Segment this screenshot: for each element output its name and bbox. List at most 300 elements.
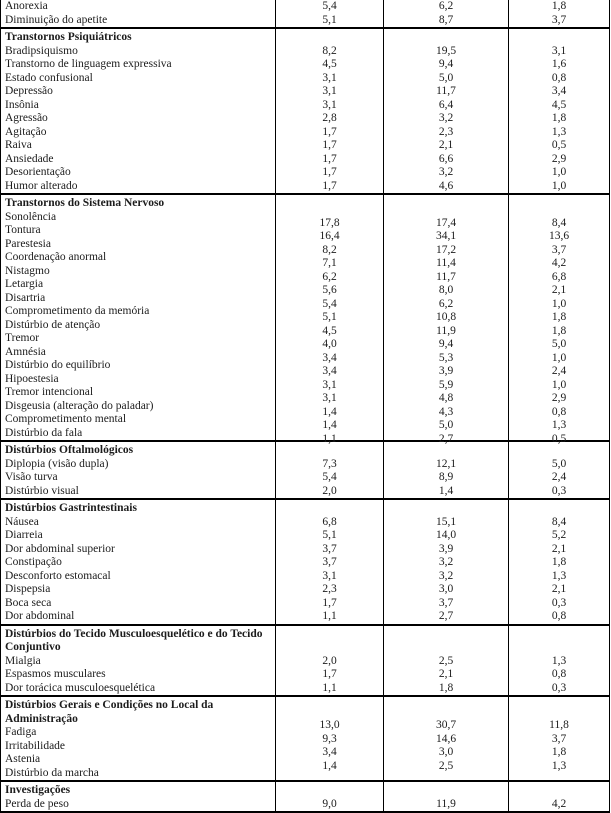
empty-value-cell bbox=[384, 194, 509, 211]
row-label: Diarreia bbox=[5, 529, 43, 541]
value-text: 2,5 bbox=[438, 654, 454, 667]
value-text: 3,4 bbox=[551, 85, 567, 97]
section-header-row bbox=[1, 194, 610, 211]
value-text: 2,8 bbox=[322, 112, 337, 124]
row-label: Coordenação anormal bbox=[5, 251, 107, 263]
value-cell bbox=[509, 529, 610, 543]
value-cell bbox=[384, 458, 509, 472]
value-cell bbox=[509, 112, 610, 126]
value-cell bbox=[276, 166, 384, 180]
table-row bbox=[1, 610, 610, 625]
value-text: 2,0 bbox=[322, 484, 337, 497]
value-text: 10,8 bbox=[435, 311, 457, 323]
value-text: 5,0 bbox=[551, 338, 567, 350]
table-row bbox=[1, 767, 610, 782]
value-text: 8,0 bbox=[438, 284, 454, 296]
row-label: Disartria bbox=[5, 291, 46, 304]
value-cell bbox=[509, 0, 610, 14]
value-text: 3,1 bbox=[322, 569, 337, 582]
value-text: 2,1 bbox=[551, 542, 567, 555]
row-label: Perda de peso bbox=[5, 797, 69, 810]
row-label: Depressão bbox=[5, 85, 53, 97]
value-text: 8,9 bbox=[438, 471, 454, 483]
section-header: Distúrbios Oftalmológicos bbox=[1, 441, 276, 458]
table-row bbox=[1, 529, 610, 543]
value-cell bbox=[509, 485, 610, 500]
value-cell bbox=[276, 45, 384, 59]
value-text: 1,8 bbox=[551, 112, 567, 124]
value-text: 4,6 bbox=[438, 179, 454, 192]
value-cell bbox=[509, 682, 610, 697]
value-text: 12,1 bbox=[435, 457, 457, 470]
section-header-row bbox=[1, 781, 610, 798]
table-row bbox=[1, 400, 610, 414]
row-label: Fadiga bbox=[5, 726, 37, 738]
table-row bbox=[1, 265, 610, 279]
value-text: 2,0 bbox=[322, 654, 337, 667]
value-text: 2,1 bbox=[438, 139, 454, 151]
value-text: 3,2 bbox=[438, 112, 454, 124]
value-text: 19,5 bbox=[435, 44, 457, 57]
empty-value-cell bbox=[509, 499, 610, 516]
value-cell bbox=[509, 759, 610, 782]
value-text: 17,4 bbox=[435, 216, 457, 229]
value-text: 4,2 bbox=[551, 797, 567, 810]
section-header: Investigações bbox=[1, 781, 276, 798]
value-text: 6,2 bbox=[438, 297, 454, 310]
value-text: 3,0 bbox=[438, 746, 454, 758]
row-label: Amnésia bbox=[5, 345, 46, 358]
value-text: 1,6 bbox=[551, 58, 567, 70]
row-label: Agressão bbox=[5, 112, 48, 124]
row-label: Espasmos musculares bbox=[5, 668, 106, 680]
value-cell bbox=[509, 139, 610, 153]
value-text: 5,9 bbox=[438, 378, 454, 391]
section-header: Transtornos do Sistema Nervoso bbox=[1, 194, 276, 211]
value-text: 2,3 bbox=[322, 583, 337, 595]
value-cell bbox=[509, 211, 610, 229]
value-text: 4,5 bbox=[322, 58, 337, 70]
value-cell bbox=[509, 597, 610, 611]
value-cell bbox=[276, 543, 384, 557]
value-text: 2,1 bbox=[551, 583, 567, 595]
row-label: Astenia bbox=[5, 753, 41, 765]
row-label: Agitação bbox=[5, 125, 47, 138]
value-text: 5,1 bbox=[322, 529, 337, 541]
value-cell bbox=[276, 610, 384, 625]
table-row bbox=[1, 726, 610, 740]
value-text: 1,8 bbox=[551, 556, 567, 568]
value-text: 8,2 bbox=[322, 44, 337, 57]
value-cell bbox=[384, 570, 509, 584]
value-text: 3,7 bbox=[322, 556, 337, 568]
value-cell bbox=[276, 583, 384, 597]
row-label: Desorientação bbox=[5, 166, 71, 178]
value-cell bbox=[276, 458, 384, 472]
value-text: 17,2 bbox=[435, 243, 457, 256]
value-text: 1,3 bbox=[551, 654, 567, 667]
value-cell bbox=[384, 99, 509, 113]
value-cell bbox=[509, 85, 610, 99]
value-text: 1,8 bbox=[551, 324, 567, 337]
row-label: Humor alterado bbox=[5, 179, 78, 192]
value-cell bbox=[276, 0, 384, 14]
value-cell bbox=[276, 668, 384, 682]
row-label: Náusea bbox=[5, 515, 39, 528]
section-header: Distúrbios Gerais e Condições no Local da Administração bbox=[1, 696, 276, 726]
value-text: 34,1 bbox=[435, 230, 457, 242]
value-text: 3,1 bbox=[322, 71, 337, 84]
row-label: Comprometimento da memória bbox=[5, 305, 150, 317]
value-cell bbox=[509, 471, 610, 485]
row-label: Tremor bbox=[5, 332, 40, 344]
value-text: 14,6 bbox=[435, 732, 457, 745]
row-label: Visão turva bbox=[5, 471, 58, 483]
section-header: Transtornos Psiquiátricos bbox=[1, 28, 276, 45]
empty-value-cell bbox=[384, 28, 509, 45]
value-text: 4,3 bbox=[438, 405, 454, 418]
value-cell bbox=[384, 543, 509, 557]
value-text: 2,4 bbox=[551, 471, 567, 483]
table-row bbox=[1, 72, 610, 86]
value-text: 3,1 bbox=[322, 98, 337, 111]
table-row bbox=[1, 373, 610, 387]
value-text: 6,8 bbox=[551, 270, 567, 283]
table-row bbox=[1, 471, 610, 485]
table-row bbox=[1, 45, 610, 59]
value-text: 6,6 bbox=[438, 152, 454, 165]
table-row bbox=[1, 753, 610, 767]
row-label: Distúrbio visual bbox=[5, 484, 79, 497]
value-text: 3,4 bbox=[322, 351, 337, 364]
row-label: Sonolência bbox=[5, 210, 57, 223]
value-text: 7,3 bbox=[322, 457, 337, 470]
row-label: Distúrbio de atenção bbox=[5, 318, 101, 331]
value-text: 4,0 bbox=[322, 338, 337, 350]
value-text: 1,7 bbox=[322, 139, 337, 151]
value-cell bbox=[509, 458, 610, 472]
value-text: 1,3 bbox=[551, 125, 567, 138]
value-cell bbox=[276, 99, 384, 113]
table-row bbox=[1, 556, 610, 570]
value-text: 1,4 bbox=[322, 405, 337, 418]
value-cell bbox=[384, 72, 509, 86]
table-row bbox=[1, 740, 610, 754]
value-cell bbox=[276, 139, 384, 153]
value-cell bbox=[384, 112, 509, 126]
value-text: 17,8 bbox=[319, 216, 340, 229]
value-cell bbox=[509, 153, 610, 167]
value-text: 1,0 bbox=[551, 166, 567, 178]
value-text: 3,9 bbox=[438, 365, 454, 377]
value-text: 1,4 bbox=[322, 419, 337, 431]
value-text: 0,8 bbox=[551, 668, 567, 680]
empty-value-cell bbox=[509, 781, 610, 798]
value-text: 1,4 bbox=[438, 484, 454, 497]
value-text: 1,3 bbox=[551, 569, 567, 582]
value-text: 1,0 bbox=[551, 179, 567, 192]
value-text: 5,6 bbox=[322, 284, 337, 296]
value-cell bbox=[509, 180, 610, 195]
value-cell bbox=[276, 126, 384, 140]
table-row bbox=[1, 798, 610, 813]
value-text: 9,4 bbox=[438, 58, 454, 70]
value-text: 8,2 bbox=[322, 243, 337, 256]
value-text: 15,1 bbox=[435, 515, 457, 528]
section-header-row bbox=[1, 696, 610, 726]
table-row bbox=[1, 346, 610, 360]
row-label: Dor abdominal bbox=[5, 610, 75, 622]
value-cell bbox=[509, 99, 610, 113]
row-label: Diminuição do apetite bbox=[5, 13, 108, 26]
value-cell bbox=[276, 759, 384, 782]
value-cell bbox=[509, 126, 610, 140]
value-text: 3,7 bbox=[438, 596, 454, 609]
value-cell bbox=[384, 45, 509, 59]
value-cell bbox=[384, 153, 509, 167]
table-row bbox=[1, 332, 610, 346]
value-cell bbox=[384, 85, 509, 99]
value-text: 1,8 bbox=[551, 0, 567, 12]
value-text: 5,2 bbox=[551, 529, 567, 541]
value-cell bbox=[276, 14, 384, 29]
table-row bbox=[1, 85, 610, 99]
table-row bbox=[1, 386, 610, 400]
value-cell bbox=[276, 72, 384, 86]
empty-value-cell bbox=[276, 781, 384, 798]
value-text: 11,9 bbox=[436, 797, 456, 810]
table-row bbox=[1, 655, 610, 669]
value-cell bbox=[509, 45, 610, 59]
value-text: 0,5 bbox=[551, 432, 567, 445]
value-cell bbox=[384, 556, 509, 570]
value-cell bbox=[276, 570, 384, 584]
value-text: 0,5 bbox=[551, 139, 567, 151]
section-header-row bbox=[1, 441, 610, 458]
table-row bbox=[1, 211, 610, 225]
value-text: 1,7 bbox=[322, 125, 337, 138]
value-cell bbox=[276, 529, 384, 543]
value-text: 1,0 bbox=[551, 351, 567, 364]
value-text: 3,2 bbox=[438, 556, 454, 568]
value-text: 1,7 bbox=[322, 152, 337, 165]
value-cell bbox=[276, 58, 384, 72]
section-header: Distúrbios do Tecido Musculoesquelético e do Tecido Conjuntivo bbox=[1, 625, 276, 655]
value-cell bbox=[276, 471, 384, 485]
value-cell bbox=[509, 583, 610, 597]
value-cell bbox=[276, 516, 384, 530]
value-text: 14,0 bbox=[435, 529, 457, 541]
value-text: 3,7 bbox=[322, 542, 337, 555]
value-text: 2,9 bbox=[551, 152, 567, 165]
empty-value-cell bbox=[276, 194, 384, 211]
value-cell bbox=[509, 655, 610, 669]
section-header: Distúrbios Gastrintestinais bbox=[1, 499, 276, 516]
table-row bbox=[1, 224, 610, 238]
empty-value-cell bbox=[509, 194, 610, 211]
row-label: Nistagmo bbox=[5, 264, 50, 277]
table-row bbox=[1, 180, 610, 195]
value-text: 3,7 bbox=[551, 732, 567, 745]
value-cell bbox=[276, 180, 384, 195]
value-text: 0,3 bbox=[551, 596, 567, 609]
value-text: 5,0 bbox=[438, 419, 454, 431]
value-text: 1,3 bbox=[551, 419, 567, 431]
empty-value-cell bbox=[276, 625, 384, 655]
value-cell bbox=[509, 798, 610, 813]
row-label: Comprometimento mental bbox=[5, 413, 127, 425]
table-row bbox=[1, 458, 610, 472]
value-cell bbox=[509, 610, 610, 625]
value-text: 13,0 bbox=[319, 719, 340, 731]
table-row bbox=[1, 251, 610, 265]
value-cell bbox=[509, 516, 610, 530]
value-cell bbox=[384, 529, 509, 543]
value-text: 3,4 bbox=[322, 746, 337, 758]
value-cell bbox=[384, 759, 509, 782]
empty-value-cell bbox=[276, 28, 384, 45]
row-label: Disgeusia (alteração do paladar) bbox=[5, 399, 154, 412]
value-text: 4,5 bbox=[322, 324, 337, 337]
value-text: 3,9 bbox=[438, 542, 454, 555]
value-cell bbox=[384, 516, 509, 530]
value-text: 3,2 bbox=[438, 166, 454, 178]
table-row bbox=[1, 153, 610, 167]
row-label: Dor torácica musculoesquelética bbox=[5, 681, 156, 694]
value-text: 5,1 bbox=[322, 13, 337, 26]
value-text: 5,0 bbox=[438, 71, 454, 84]
value-text: 2,1 bbox=[551, 284, 567, 296]
value-cell bbox=[384, 14, 509, 29]
value-cell bbox=[276, 556, 384, 570]
empty-value-cell bbox=[509, 625, 610, 655]
value-text: 1,3 bbox=[551, 759, 567, 772]
value-text: 3,4 bbox=[322, 365, 337, 377]
table-row bbox=[1, 543, 610, 557]
value-text: 11,8 bbox=[549, 719, 569, 731]
value-cell bbox=[276, 485, 384, 500]
value-text: 0,8 bbox=[551, 610, 567, 622]
table-row bbox=[1, 516, 610, 530]
value-text: 4,2 bbox=[551, 257, 567, 269]
value-text: 13,6 bbox=[548, 230, 570, 242]
value-text: 2,1 bbox=[438, 668, 454, 680]
value-text: 8,7 bbox=[438, 13, 454, 26]
row-label: Constipação bbox=[5, 556, 62, 568]
value-text: 9,4 bbox=[438, 338, 454, 350]
value-text: 11,4 bbox=[436, 257, 456, 269]
value-text: 3,1 bbox=[551, 44, 567, 57]
value-cell bbox=[276, 211, 384, 229]
value-cell bbox=[384, 0, 509, 14]
table-row bbox=[1, 427, 610, 442]
table-row bbox=[1, 668, 610, 682]
row-label: Anorexia bbox=[5, 0, 48, 12]
empty-value-cell bbox=[276, 499, 384, 516]
value-text: 0,3 bbox=[551, 681, 567, 694]
value-cell bbox=[384, 485, 509, 500]
value-cell bbox=[384, 610, 509, 625]
value-text: 3,0 bbox=[438, 583, 454, 595]
empty-value-cell bbox=[384, 625, 509, 655]
value-cell bbox=[384, 583, 509, 597]
value-cell bbox=[384, 682, 509, 697]
value-cell bbox=[276, 798, 384, 813]
value-text: 2,7 bbox=[438, 610, 454, 622]
value-text: 3,7 bbox=[551, 243, 567, 256]
value-text: 4,5 bbox=[551, 98, 567, 111]
value-cell bbox=[384, 798, 509, 813]
value-text: 11,7 bbox=[436, 85, 456, 97]
value-text: 3,1 bbox=[322, 85, 337, 97]
value-text: 0,8 bbox=[551, 405, 567, 418]
row-label: Hipoestesia bbox=[5, 372, 59, 385]
table-row bbox=[1, 485, 610, 500]
row-label: Parestesia bbox=[5, 237, 51, 250]
row-label: Tontura bbox=[5, 224, 41, 236]
row-label: Boca seca bbox=[5, 596, 52, 609]
table-row bbox=[1, 166, 610, 180]
value-cell bbox=[509, 14, 610, 29]
value-text: 5,0 bbox=[551, 457, 567, 470]
value-text: 1,7 bbox=[322, 668, 337, 680]
value-cell bbox=[384, 597, 509, 611]
value-cell bbox=[509, 668, 610, 682]
row-label: Distúrbio do equilíbrio bbox=[5, 359, 111, 371]
value-text: 6,8 bbox=[322, 515, 337, 528]
table-row bbox=[1, 305, 610, 319]
value-cell bbox=[384, 180, 509, 195]
row-label: Tremor intencional bbox=[5, 386, 94, 398]
row-label: Irritabilidade bbox=[5, 739, 66, 752]
value-cell bbox=[509, 72, 610, 86]
value-cell bbox=[384, 58, 509, 72]
table-row bbox=[1, 99, 610, 113]
value-text: 5,4 bbox=[322, 471, 337, 483]
row-label: Raiva bbox=[5, 139, 32, 151]
value-text: 2,3 bbox=[438, 125, 454, 138]
table-row bbox=[1, 413, 610, 427]
row-label: Ansiedade bbox=[5, 152, 54, 165]
table-row bbox=[1, 112, 610, 126]
row-label: Diplopia (visão dupla) bbox=[5, 457, 109, 470]
value-text: 7,1 bbox=[322, 257, 337, 269]
value-text: 11,9 bbox=[436, 324, 456, 337]
table-row bbox=[1, 58, 610, 72]
row-label: Dispepsia bbox=[5, 583, 51, 595]
value-text: 1,8 bbox=[438, 681, 454, 694]
value-cell bbox=[509, 570, 610, 584]
section-header-row bbox=[1, 625, 610, 655]
value-text: 1,4 bbox=[322, 759, 337, 772]
value-text: 9,3 bbox=[322, 732, 337, 745]
value-text: 5,3 bbox=[438, 351, 454, 364]
value-text: 4,8 bbox=[438, 392, 454, 404]
value-text: 1,1 bbox=[322, 681, 337, 694]
empty-value-cell bbox=[384, 499, 509, 516]
row-label: Distúrbio da fala bbox=[5, 426, 83, 439]
value-cell bbox=[509, 58, 610, 72]
value-text: 16,4 bbox=[319, 230, 340, 242]
table-row bbox=[1, 319, 610, 333]
value-text: 3,2 bbox=[438, 569, 454, 582]
table-row bbox=[1, 278, 610, 292]
value-text: 5,1 bbox=[322, 311, 337, 323]
value-text: 3,1 bbox=[322, 378, 337, 391]
value-text: 6,2 bbox=[322, 270, 337, 283]
value-text: 1,0 bbox=[551, 378, 567, 391]
empty-value-cell bbox=[384, 781, 509, 798]
